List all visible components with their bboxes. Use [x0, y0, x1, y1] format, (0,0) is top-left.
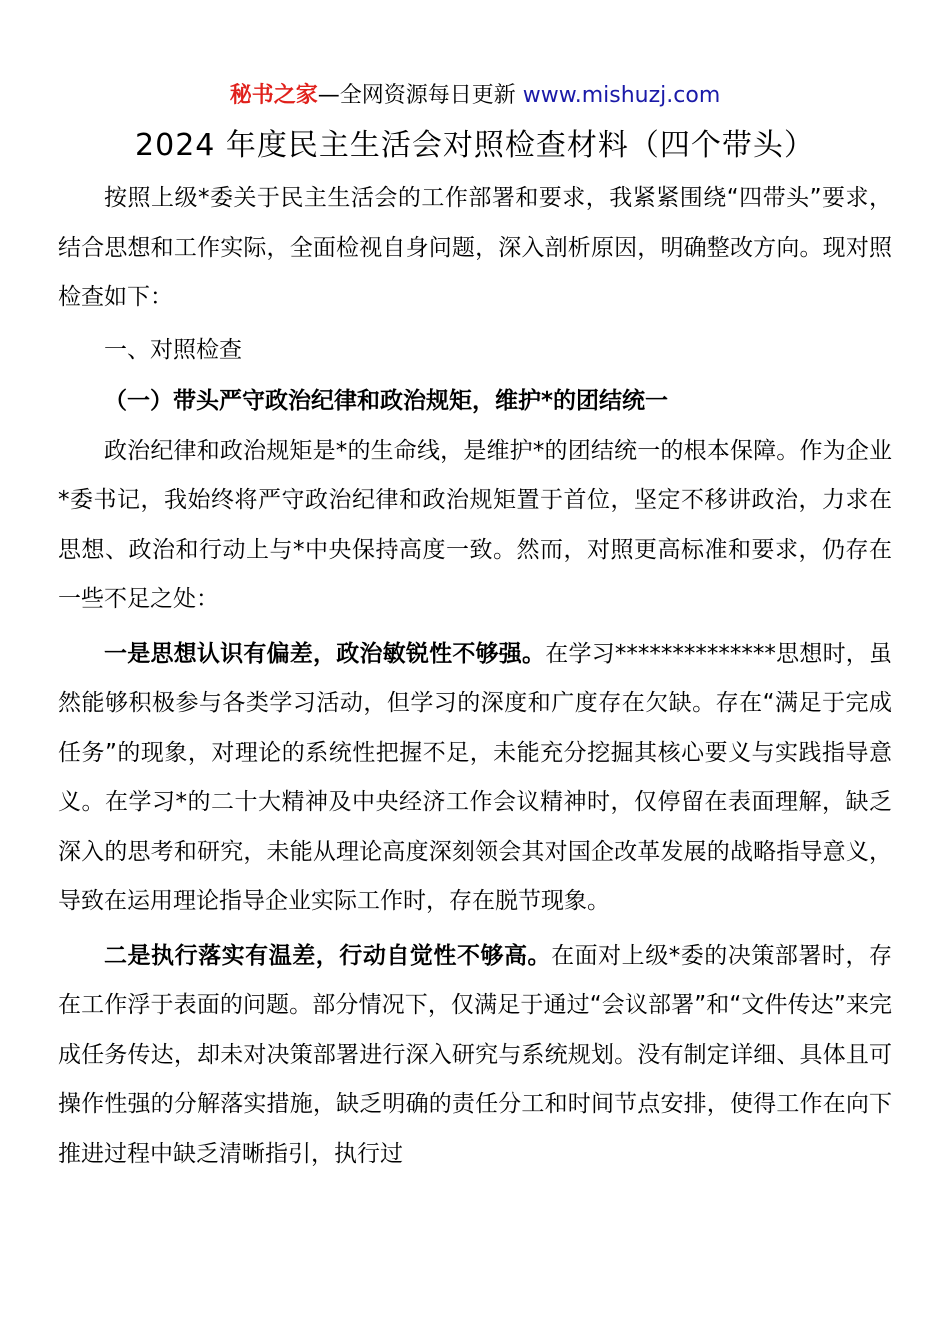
point-2-lead: 二是执行落实有温差，行动自觉性不够高。: [104, 942, 552, 969]
point-1-paragraph: [58, 630, 892, 927]
section-heading: 一、对照检查: [104, 336, 242, 363]
subsection-heading: （一）带头严守政治纪律和政治规矩，维护*的团结统一: [104, 388, 669, 414]
subsection-intro-paragraph: 政治纪律和政治规矩是*的生命线，是维护*的团结统一的根本保障。作为企业*委书记，我始终将严守政治纪律和政治规矩置于首位，坚定不移讲政治，力求在思想、政治和行动上与*中央保持高度一致。然而，对照更高标准和要求，仍存在一些不足之处：: [58, 437, 892, 612]
document-body: [58, 174, 892, 1179]
point-2-body: 在面对上级*委的决策部署时，存在工作浮于表面的问题。部分情况下，仅满足于通过“会议部署”和“文件传达”来完成任务传达，却未对决策部署进行深入研究与系统规划。没有制定详细、具体且可操作性强的分解落实措施，缺乏明确的责任分工和时间节点安排，使得工作在向下推进过程中缺乏清晰指引，执行过: [58, 942, 893, 1167]
banner-tagline: —全网资源每日更新: [317, 83, 516, 108]
point-2-paragraph: [58, 932, 892, 1180]
site-banner: [0, 78, 950, 114]
point-1-lead: 一是思想认识有偏差，政治敏锐性不够强。: [104, 640, 546, 667]
document-title: 2024 年度民主生活会对照检查材料（四个带头）: [135, 128, 815, 163]
intro-paragraph: 按照上级*委关于民主生活会的工作部署和要求，我紧紧围绕“四带头”要求，结合思想和工作实际，全面检视自身问题，深入剖析原因，明确整改方向。现对照检查如下：: [58, 185, 892, 310]
banner-brand: 秘书之家: [229, 83, 318, 108]
point-1-body: 在学习**************思想时，虽然能够积极参与各类学习活动，但学习的深度和广度存在欠缺。存在“满足于完成任务”的现象，对理论的系统性把握不足，未能充分挖掘其核心要义与实践指导意义。在学习*的二十大精神及中央经济工作会议精神时，仅停留在表面理解，缺乏深入的思考和研究，未能从理论高度深刻领会其对国企改革发展的战略指导意义，导致在运用理论指导企业实际工作时，存在脱节现象。: [58, 640, 893, 914]
banner-url[interactable]: www.mishuzj.com: [522, 83, 721, 108]
